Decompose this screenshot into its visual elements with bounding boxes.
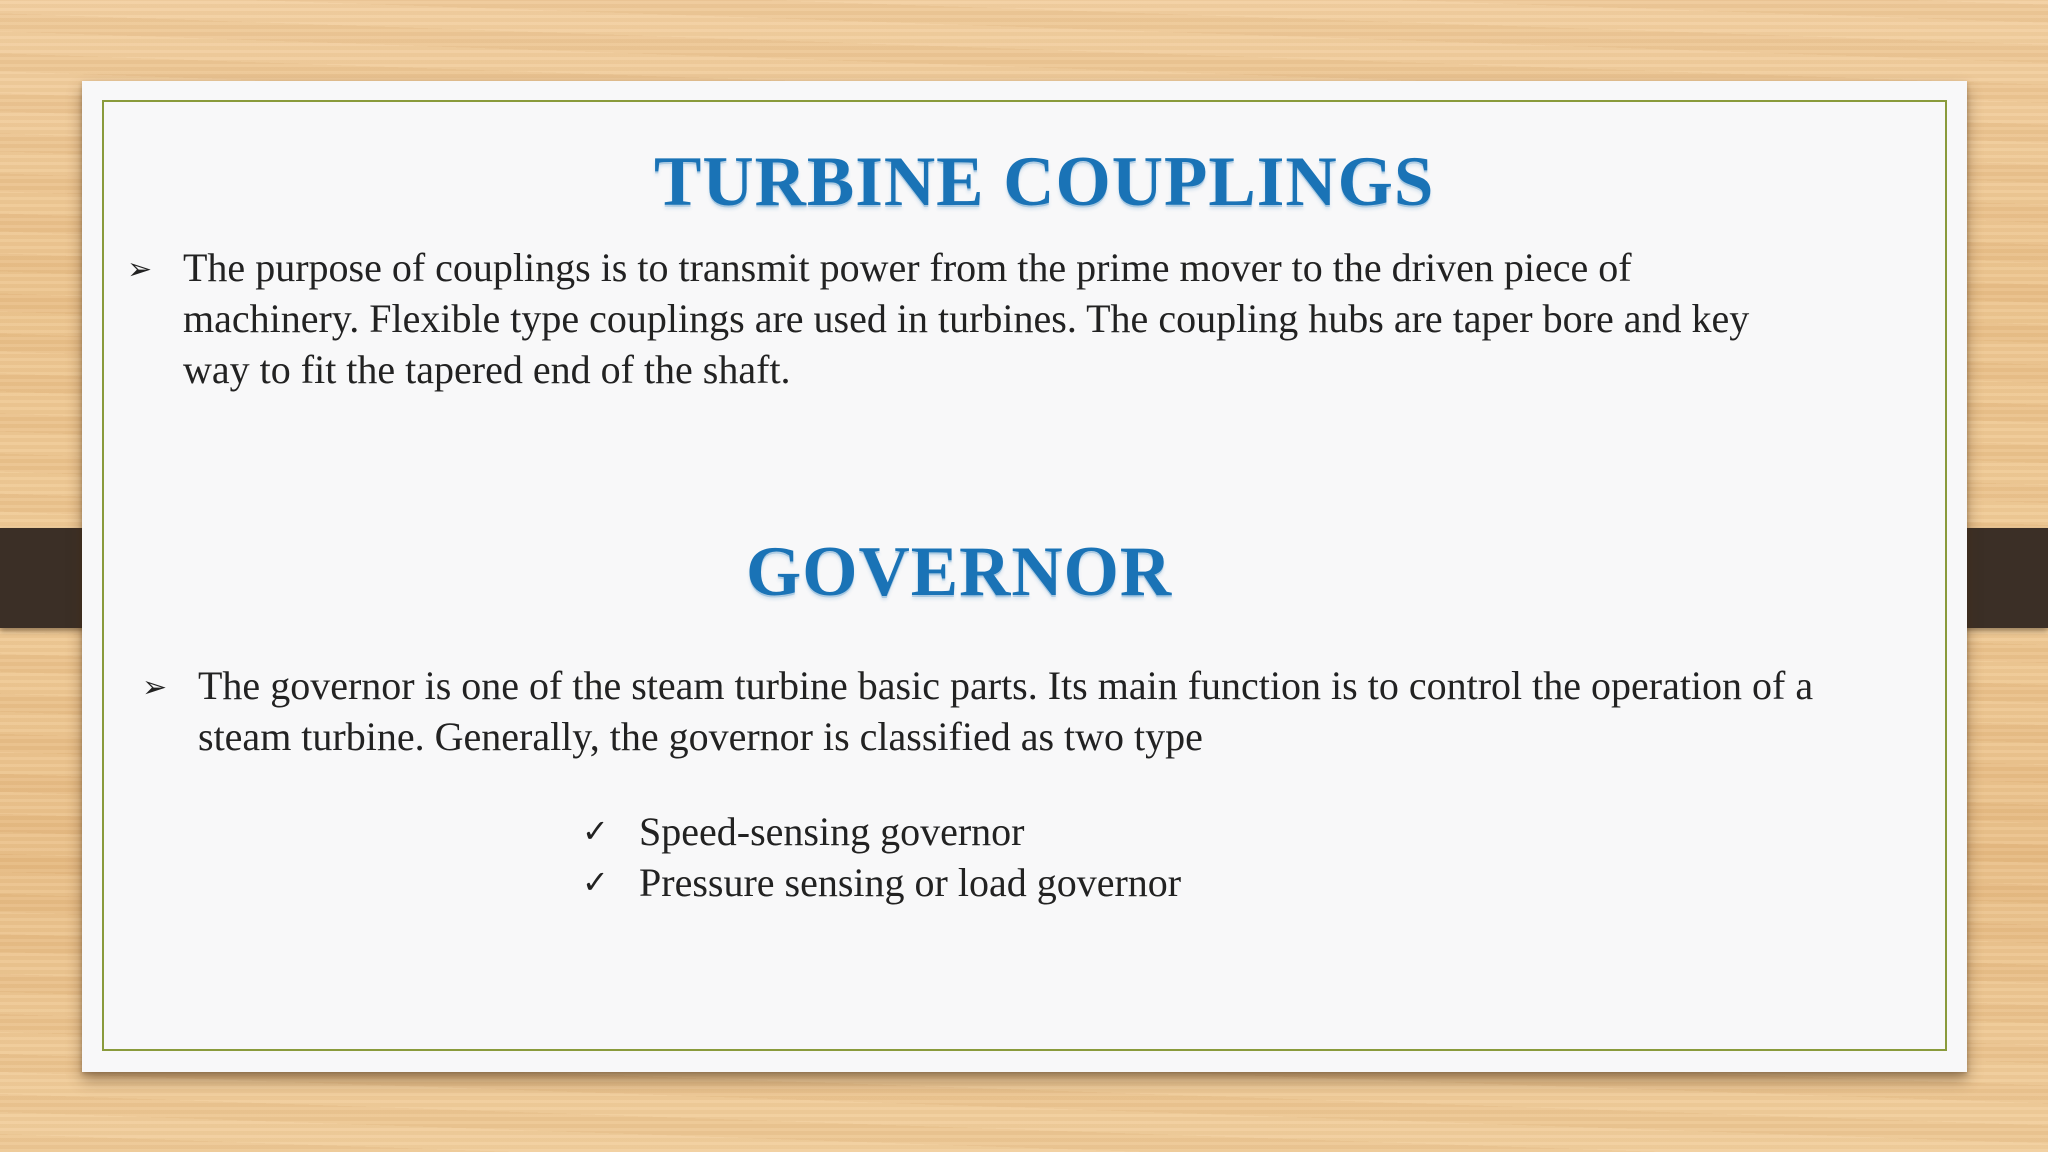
checkmark-icon: ✓	[582, 812, 609, 850]
turbine-couplings-heading: TURBINE COUPLINGS	[654, 143, 1435, 221]
governor-paragraph: The governor is one of the steam turbine basic parts. Its main function is to control the operation of a steam turbine. Generally, the governor is classified as two type	[198, 663, 1814, 759]
arrow-bullet-icon: ➢	[142, 670, 168, 705]
governor-type-label: Pressure sensing or load governor	[639, 860, 1182, 905]
governor-heading: GOVERNOR	[746, 533, 1173, 611]
checkmark-icon: ✓	[582, 863, 609, 901]
list-item	[582, 806, 1181, 857]
governor-type-label: Speed-sensing governor	[639, 809, 1025, 854]
arrow-bullet-icon: ➢	[127, 252, 153, 287]
couplings-paragraph: The purpose of couplings is to transmit power from the prime mover to the driven piece of machinery. Flexible type couplings are used in turbines. The coupling hubs are taper bore and key way to fit the tapered end of the shaft.	[183, 245, 1750, 392]
governor-types-list	[582, 806, 1181, 908]
list-item	[582, 857, 1181, 908]
